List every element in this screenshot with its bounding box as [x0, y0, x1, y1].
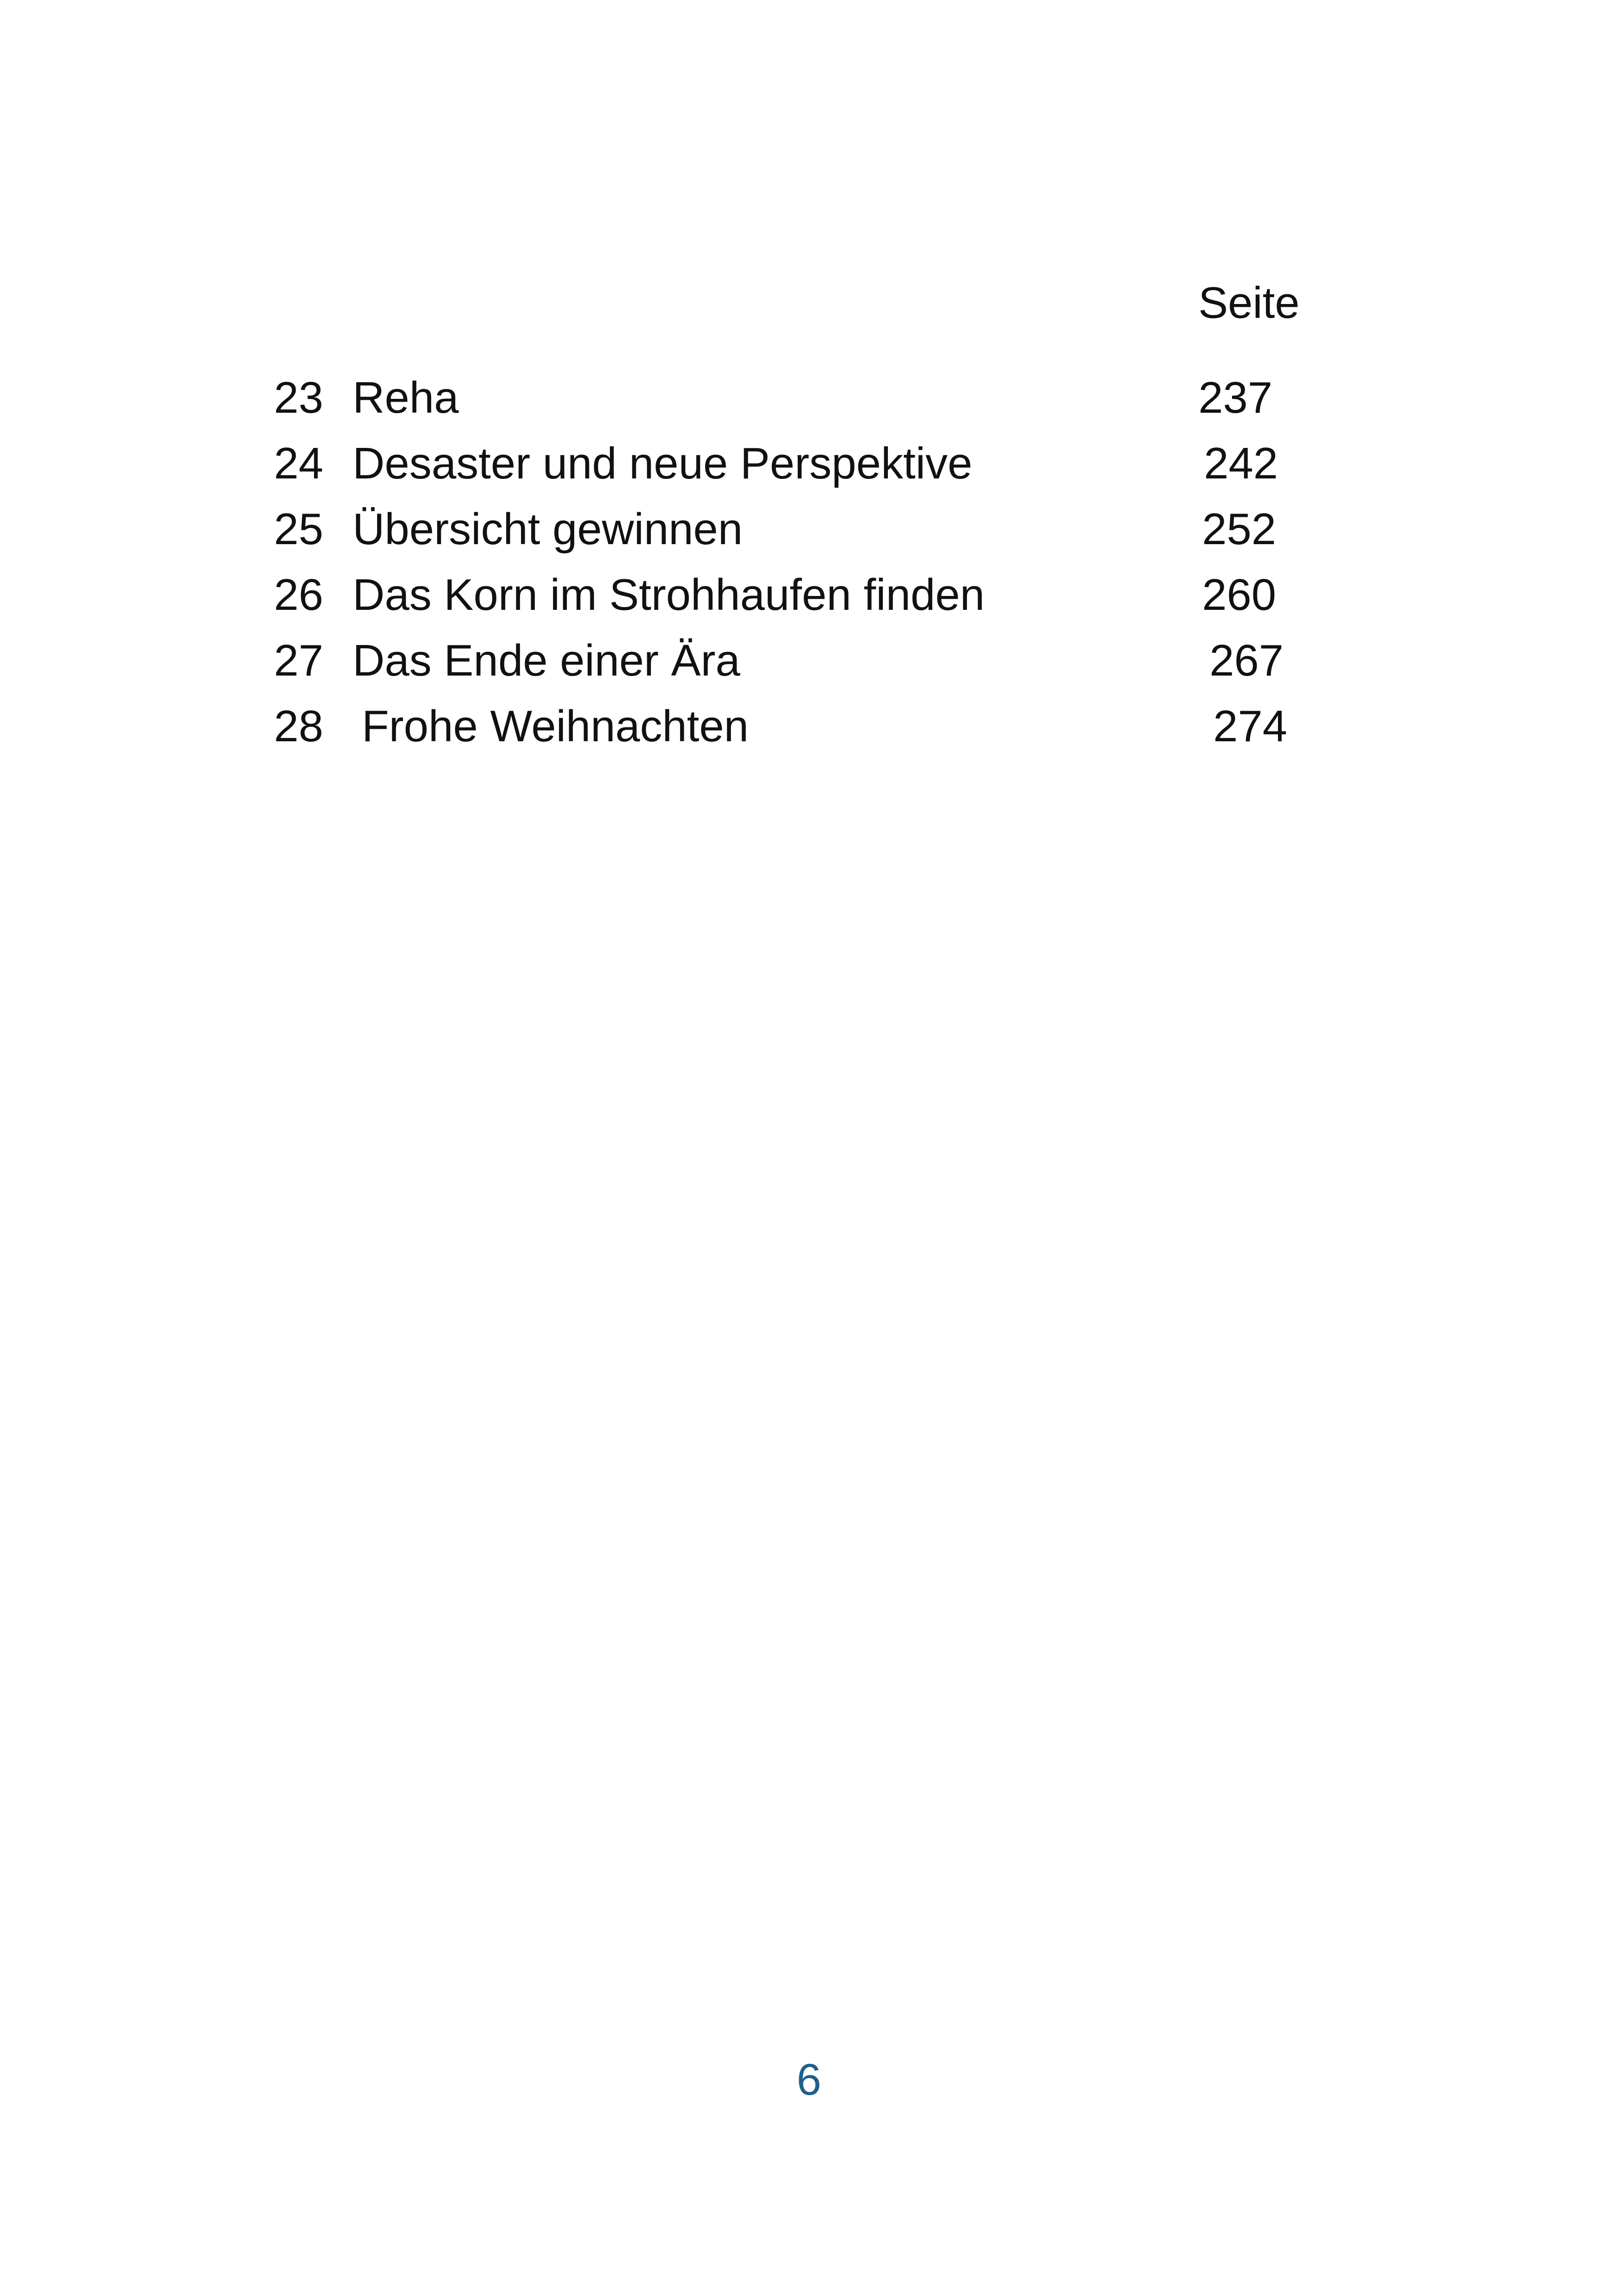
toc-entry — [0, 366, 1618, 430]
toc-entry — [0, 431, 1618, 496]
chapter-page: 252 — [1202, 504, 1277, 554]
toc-entry — [0, 628, 1618, 693]
chapter-number: 25 — [274, 504, 323, 554]
chapter-number: 27 — [274, 636, 323, 685]
chapter-number: 28 — [274, 701, 323, 751]
chapter-title: Übersicht gewinnen — [353, 504, 743, 554]
chapter-page: 242 — [1204, 439, 1278, 488]
chapter-page: 237 — [1198, 373, 1273, 422]
chapter-number: 23 — [274, 373, 323, 422]
chapter-number: 26 — [274, 570, 323, 620]
chapter-title: Frohe Weihnachten — [362, 701, 749, 751]
chapter-title: Das Ende einer Ära — [353, 636, 740, 685]
toc-entry — [0, 497, 1618, 562]
chapter-page: 274 — [1213, 701, 1288, 751]
chapter-title: Das Korn im Strohhaufen finden — [353, 570, 985, 620]
chapter-page: 260 — [1202, 570, 1277, 620]
toc-entry — [0, 563, 1618, 627]
chapter-title: Desaster und neue Perspektive — [353, 439, 973, 488]
toc-entry — [0, 694, 1618, 759]
chapter-title: Reha — [353, 373, 459, 422]
page-number: 6 — [796, 2055, 822, 2104]
chapter-page: 267 — [1209, 636, 1284, 685]
page-column-header: Seite — [1198, 278, 1300, 328]
chapter-number: 24 — [274, 439, 323, 488]
